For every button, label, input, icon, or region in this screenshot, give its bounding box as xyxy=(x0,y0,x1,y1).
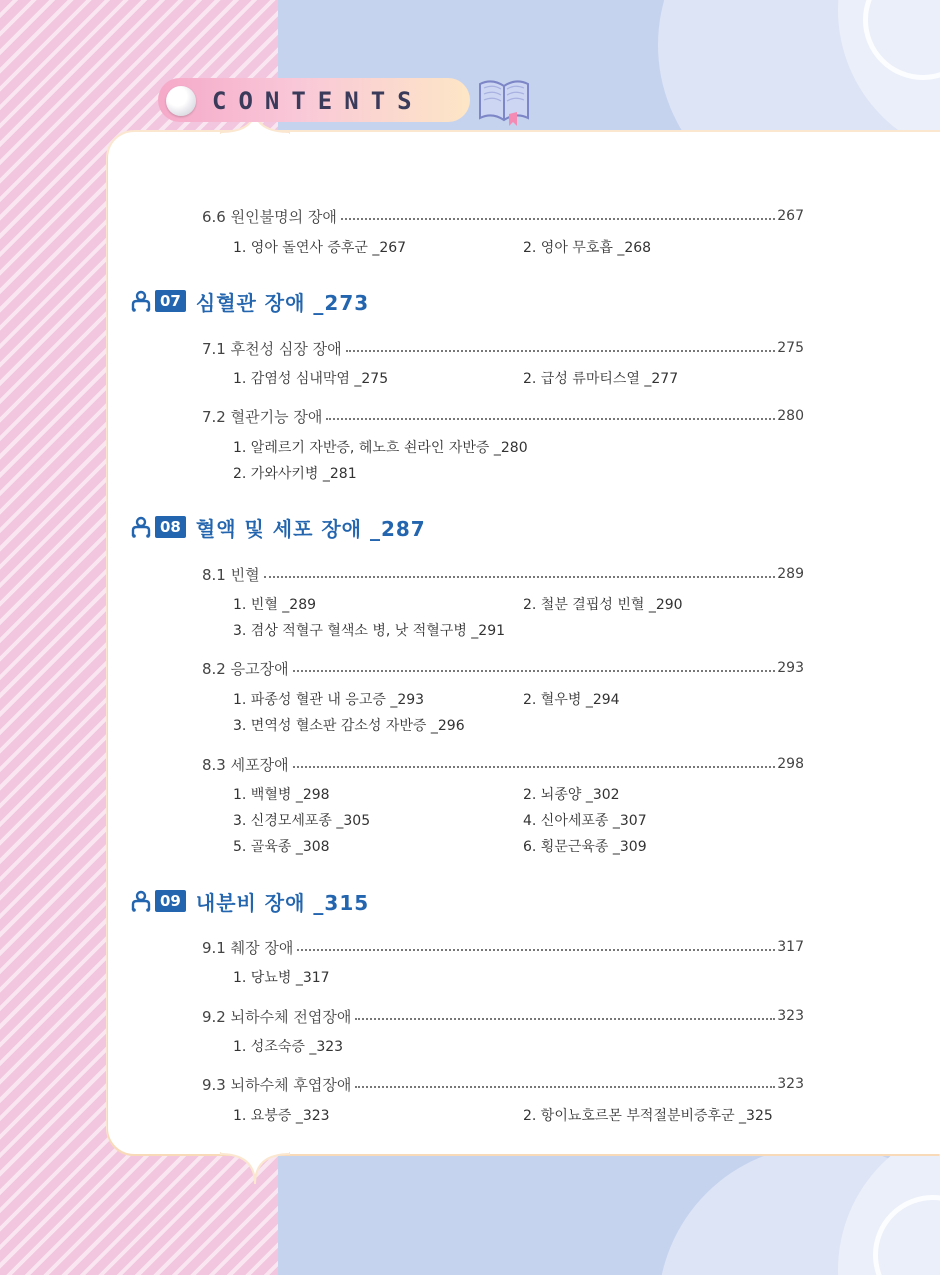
list-item: 2. 혈우병 _294 xyxy=(523,692,620,708)
section-row[interactable] xyxy=(202,936,804,958)
leader-dots xyxy=(297,949,775,951)
section-title: 7.2 혈관기능 장애 xyxy=(202,407,323,426)
list-item: 1. 빈혈 _289 xyxy=(233,597,317,613)
section-page: 323 xyxy=(777,1008,804,1024)
person-icon xyxy=(131,516,151,538)
chapter-number: 08 xyxy=(155,516,186,538)
leader-dots xyxy=(346,350,776,352)
page-title: CONTENTS xyxy=(212,87,424,115)
chapter-number: 09 xyxy=(155,890,186,912)
person-icon xyxy=(131,890,151,912)
list-item: 1. 파종성 혈관 내 응고증 _293 xyxy=(233,692,425,708)
section-row[interactable] xyxy=(202,563,804,585)
list-item: 1. 당뇨병 _317 xyxy=(233,970,330,986)
leader-dots xyxy=(355,1018,775,1020)
list-item: 2. 영아 무호흡 _268 xyxy=(523,240,652,256)
leader-dots xyxy=(341,218,775,220)
list-item: 1. 영아 돌연사 증후군 _267 xyxy=(233,240,407,256)
section-title: 8.2 응고장애 xyxy=(202,659,289,678)
section-title: 9.1 췌장 장애 xyxy=(202,938,294,957)
list-item: 3. 신경모세포종 _305 xyxy=(233,813,371,829)
section-row[interactable] xyxy=(202,753,804,775)
section-row[interactable] xyxy=(202,405,804,427)
list-item: 2. 급성 류마티스열 _277 xyxy=(523,371,679,387)
section-title: 8.1 빈혈 xyxy=(202,565,260,584)
section-title: 8.3 세포장애 xyxy=(202,755,289,774)
leader-dots xyxy=(293,670,776,672)
chapter-title: 혈액 및 세포 장애 _287 xyxy=(195,516,426,541)
list-item: 3. 겸상 적혈구 혈색소 병, 낫 적혈구병 _291 xyxy=(233,623,506,639)
leader-dots xyxy=(293,766,776,768)
section-title: 7.1 후천성 심장 장애 xyxy=(202,339,342,358)
section-row[interactable] xyxy=(202,657,804,679)
section-row[interactable] xyxy=(202,205,804,227)
leader-dots xyxy=(326,418,775,420)
chapter-title: 내분비 장애 _315 xyxy=(195,890,370,915)
chapter-heading[interactable] xyxy=(131,286,369,316)
list-item: 6. 횡문근육종 _309 xyxy=(523,839,647,855)
leader-dots xyxy=(264,576,776,578)
list-item: 2. 가와사키병 _281 xyxy=(233,466,357,482)
chapter-heading[interactable] xyxy=(131,512,426,542)
section-page: 289 xyxy=(777,566,804,582)
section-page: 267 xyxy=(777,208,804,224)
section-row[interactable] xyxy=(202,1005,804,1027)
section-row[interactable] xyxy=(202,337,804,359)
person-icon xyxy=(131,290,151,312)
list-item: 2. 뇌종양 _302 xyxy=(523,787,620,803)
chapter-number: 07 xyxy=(155,290,186,312)
list-item: 1. 성조숙증 _323 xyxy=(233,1039,344,1055)
section-page: 298 xyxy=(777,756,804,772)
chapter-heading[interactable] xyxy=(131,886,369,916)
list-item: 2. 항이뇨호르몬 부적절분비증후군 _325 xyxy=(523,1108,773,1124)
leader-dots xyxy=(355,1086,775,1088)
section-page: 280 xyxy=(777,408,804,424)
section-page: 275 xyxy=(777,340,804,356)
section-title: 6.6 원인불명의 장애 xyxy=(202,207,337,226)
section-page: 317 xyxy=(777,939,804,955)
section-row[interactable] xyxy=(202,1073,804,1095)
list-item: 2. 철분 결핍성 빈혈 _290 xyxy=(523,597,683,613)
list-item: 1. 알레르기 자반증, 헤노흐 쇤라인 자반증 _280 xyxy=(233,440,528,456)
list-item: 1. 백혈병 _298 xyxy=(233,787,330,803)
list-item: 4. 신아세포종 _307 xyxy=(523,813,647,829)
chapter-title: 심혈관 장애 _273 xyxy=(195,290,370,315)
list-item: 5. 골육종 _308 xyxy=(233,839,330,855)
list-item: 3. 면역성 혈소판 감소성 자반증 _296 xyxy=(233,718,465,734)
section-title: 9.2 뇌하수체 전엽장애 xyxy=(202,1007,352,1026)
section-page: 293 xyxy=(777,660,804,676)
section-title: 9.3 뇌하수체 후엽장애 xyxy=(202,1075,352,1094)
section-page: 323 xyxy=(777,1076,804,1092)
list-item: 1. 감염성 심내막염 _275 xyxy=(233,371,389,387)
list-item: 1. 요붕증 _323 xyxy=(233,1108,330,1124)
